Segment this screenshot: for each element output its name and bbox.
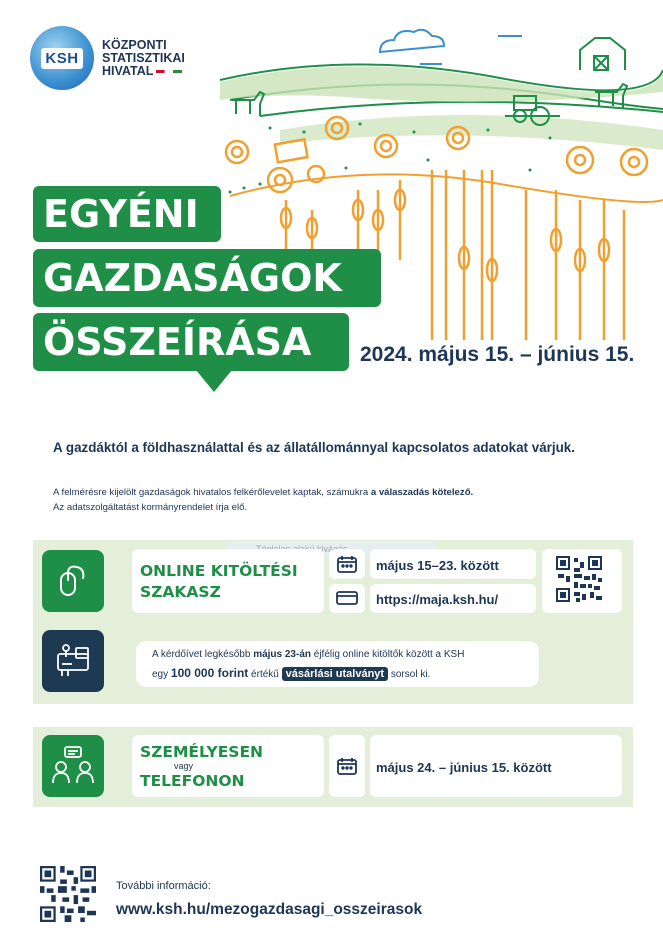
ksh-logo-emblem — [30, 26, 94, 90]
online-title-line-2: SZAKASZ — [140, 583, 221, 601]
prize-p1-rest: éjfélig online kitöltők között a KSH — [311, 649, 465, 660]
info-line-2: Az adatszolgáltatást kormányrendelet írja elő. — [53, 502, 248, 513]
footer-label: További információ: — [116, 880, 211, 892]
ksh-abbr: KSH — [41, 48, 82, 69]
person-date: május 24. – június 15. között — [376, 760, 552, 775]
prize-deadline: május 23-án — [253, 649, 311, 660]
title-pointer — [196, 370, 232, 392]
title-line-2: GAZDASÁGOK — [33, 249, 381, 307]
date-range: 2024. május 15. – június 15. — [360, 343, 635, 366]
prize-p2b: értékű — [248, 669, 282, 680]
online-url[interactable]: https://maja.ksh.hu/ — [376, 592, 499, 607]
qr-code-footer[interactable] — [40, 866, 96, 922]
intro-text: A gazdáktól a földhasználattal és az állatállománnyal kapcsolatos adatokat várjuk. — [53, 440, 575, 455]
online-icon-box — [42, 550, 104, 612]
prize-p2a: egy — [152, 669, 171, 680]
online-title-line-1: ONLINE KITÖLTÉSI — [140, 562, 298, 580]
online-title — [140, 561, 298, 603]
voucher-icon — [52, 640, 94, 682]
voucher-badge: vásárlási utalványt — [282, 667, 388, 681]
qr-code-online[interactable] — [556, 556, 602, 602]
calendar-icon — [337, 757, 357, 775]
logo-line-1: KÖZPONTI — [102, 37, 167, 52]
prize-amount: 100 000 forint — [170, 666, 249, 680]
person-icon-box — [42, 735, 104, 797]
flag-icon — [156, 70, 182, 73]
mouse-icon — [53, 561, 93, 601]
barn-icon — [580, 38, 625, 70]
cloud-icon — [380, 30, 444, 52]
prize-p2c: sorsol ki. — [388, 669, 431, 680]
person-or: vagy — [174, 761, 194, 771]
logo-line-2: STATISZTIKAI — [102, 50, 185, 65]
title-line-1: EGYÉNI — [33, 186, 221, 242]
person-title-line-1: SZEMÉLYESEN — [140, 743, 264, 761]
ksh-logo-text — [102, 39, 185, 78]
prize-p1: A kérdőívet legkésőbb — [152, 649, 254, 660]
prize-icon-box — [42, 630, 104, 692]
info-bold: a válaszadás kötelező. — [370, 487, 474, 498]
web-icon — [336, 590, 358, 606]
prize-text — [152, 645, 536, 684]
ksh-logo — [30, 26, 185, 90]
person-title-line-2: TELEFONON — [140, 772, 245, 790]
logo-line-3: HIVATAL — [102, 63, 154, 78]
title-line-3: ÖSSZEÍRÁSA — [33, 313, 349, 371]
person-title — [140, 743, 263, 790]
orange-tractor-icon — [268, 139, 324, 192]
info-part-1: A felmérésre kijelölt gazdaságok hivatalos felkérőlevelet kaptak, számukra — [53, 487, 371, 498]
info-paragraph — [53, 485, 623, 515]
footer-url[interactable]: www.ksh.hu/mezogazdasagi_osszeirasok — [116, 901, 423, 918]
online-date: május 15–23. között — [376, 558, 499, 573]
people-talking-icon — [51, 745, 95, 787]
calendar-icon — [337, 555, 357, 573]
